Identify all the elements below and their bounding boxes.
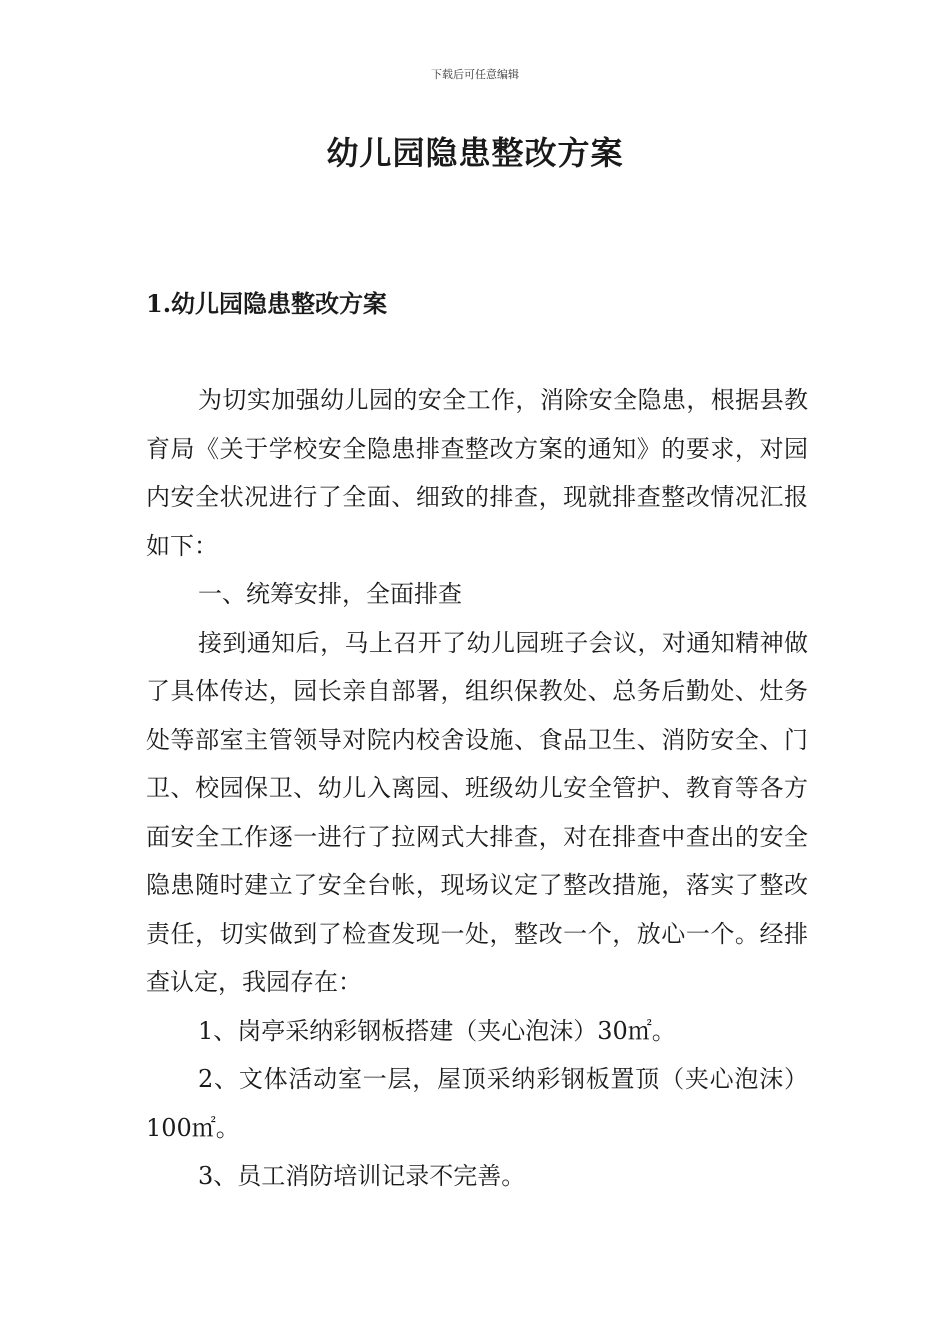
section-heading: 1.幼儿园隐患整改方案 (146, 289, 388, 318)
document-title: 幼儿园隐患整改方案 (326, 134, 624, 172)
list-item: 3、员工消防培训记录不完善。 (198, 1162, 526, 1190)
list-item: 2、文体活动室一层，屋顶采纳彩钢板置顶（夹心泡沫）100㎡。 (146, 1065, 808, 1142)
watermark-text: 下载后可任意编辑 (431, 68, 519, 81)
intro-paragraph: 为切实加强幼儿园的安全工作，消除安全隐患，根据县教育局《关于学校安全隐患排查整改方案的通知》的要求，对园内安全状况进行了全面、细致的排查，现就排查整改情况汇报如下： (146, 386, 808, 560)
subheading-paragraph: 一、统筹安排，全面排查 (198, 580, 462, 608)
document-body (146, 376, 808, 1201)
list-item: 1、岗亭采纳彩钢板搭建（夹心泡沫）30㎡。 (198, 1016, 676, 1045)
body-paragraph: 接到通知后，马上召开了幼儿园班子会议，对通知精神做了具体传达，园长亲自部署，组织保教处、总务后勤处、灶务处等部室主管领导对院内校舍设施、食品卫生、消防安全、门卫、校园保卫、幼儿入离园、班级幼儿安全管护、教育等各方面安全工作逐一进行了拉网式大排查，对在排查中查出的安全隐患随时建立了安全台帐，现场议定了整改措施，落实了整改责任，切实做到了检查发现一处，整改一个，放心一个。经排查认定，我园存在： (146, 628, 808, 996)
